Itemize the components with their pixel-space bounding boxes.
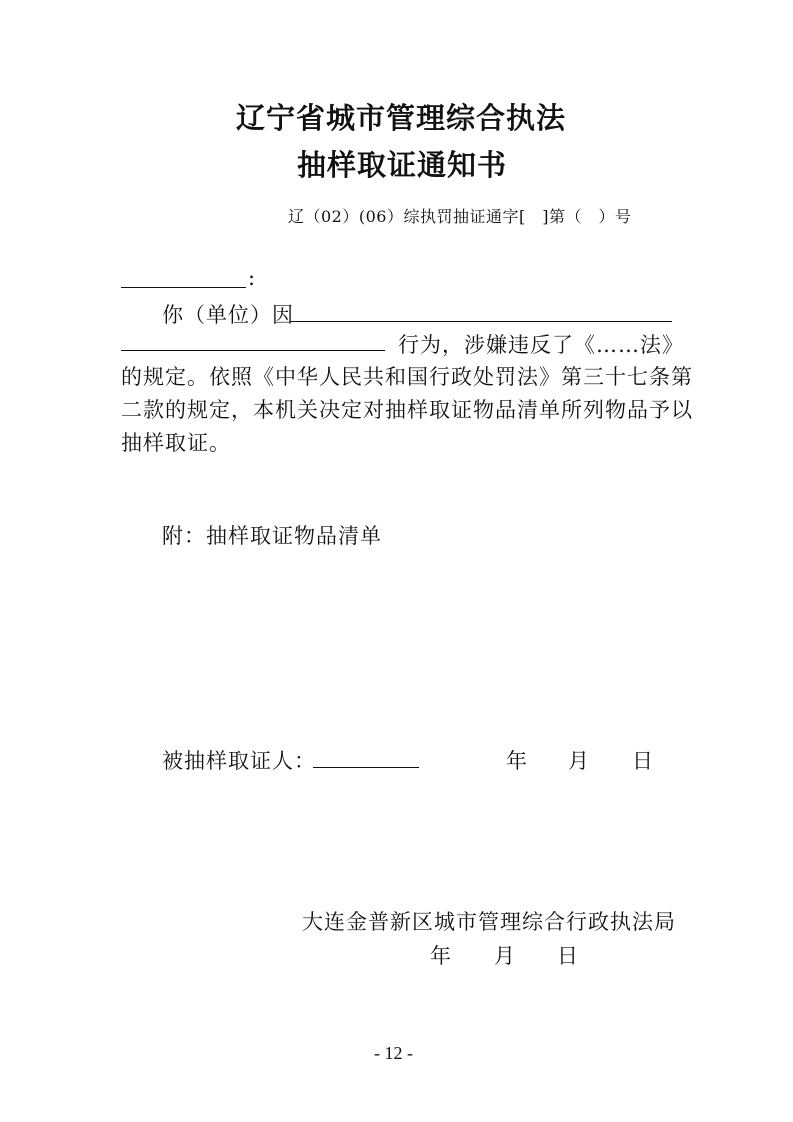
body-line-4: 二款的规定，本机关决定对抽样取证物品清单所列物品予以 <box>121 398 693 422</box>
signer-blank <box>313 767 419 768</box>
body-line-5: 抽样取证。 <box>121 431 231 455</box>
attachment-note: 附：抽样取证物品清单 <box>162 524 382 548</box>
issuer-month: 月 <box>494 944 516 968</box>
recipient-colon: : <box>248 266 257 290</box>
issuer-year: 年 <box>430 944 452 968</box>
behavior-blank <box>121 350 385 351</box>
issuer-name: 大连金普新区城市管理综合行政执法局 <box>302 910 676 934</box>
body-line-3: 的规定。依照《中华人民共和国行政处罚法》第三十七条第 <box>121 365 693 389</box>
body-line-1-prefix: 你（单位）因 <box>162 303 294 327</box>
signer-month: 月 <box>568 749 590 773</box>
document-title: 辽宁省城市管理综合执法 <box>236 101 567 135</box>
issuer-day: 日 <box>557 944 579 968</box>
document-number: 辽（02）(06）综执罚抽证通字[ ]第（ ）号 <box>288 207 632 226</box>
signer-year: 年 <box>506 749 528 773</box>
signer-day: 日 <box>632 749 654 773</box>
reason-blank <box>290 321 672 322</box>
recipient-blank <box>121 287 246 288</box>
document-subtitle: 抽样取证通知书 <box>297 148 508 182</box>
page-number: - 12 - <box>374 1043 413 1063</box>
signer-label: 被抽样取证人： <box>162 749 316 773</box>
body-line-2: 行为，涉嫌违反了《……法》 <box>398 333 684 357</box>
